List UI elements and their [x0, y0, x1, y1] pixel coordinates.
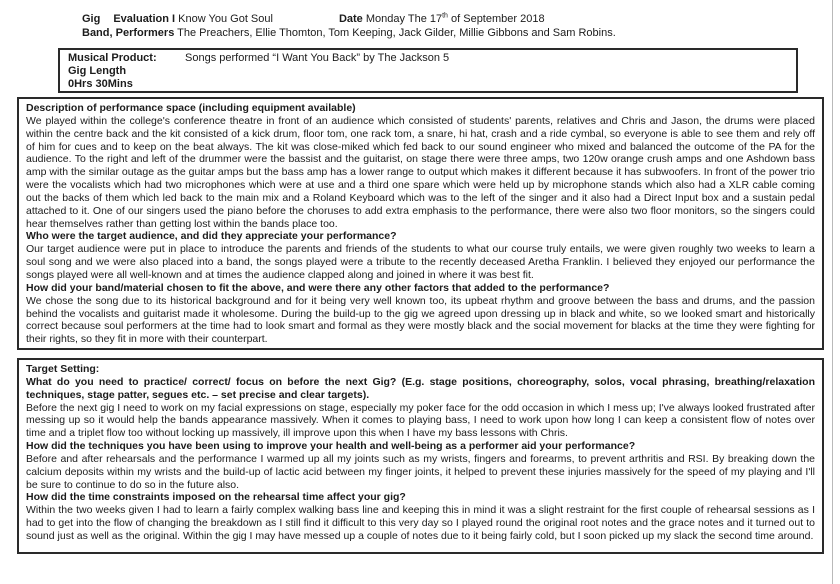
- header-line-2: [82, 27, 616, 41]
- target-setting-title: Target Setting:: [26, 363, 100, 375]
- date-label: Date: [338, 13, 363, 25]
- target-setting-box: [17, 358, 824, 554]
- header-line-1: [82, 13, 616, 27]
- gig-label: Gig: [82, 13, 101, 25]
- section-heading-performance-space: Description of performance space (including equipment available): [26, 102, 356, 114]
- date-ordinal-superscript: th: [442, 12, 448, 20]
- evaluation-label: Evaluation I: [113, 13, 176, 25]
- section-body-time-constraints: Within the two weeks given I had to learn a fairly complex walking bass line and keeping this in mind it was a slight restraint for the first couple of rehearsal sessions as I had to get into the flow of changing the breakdown as I still find it difficult to this very day so I played round the original root notes and the grace notes and it turned out to sound just as well as the original. Within the gig I may have messed up a couple of notes due to it being fairly cold, but I soon picked up my slack the second time around.: [26, 504, 815, 542]
- section-body-health-wellbeing: Before and after rehearsals and the performance I warmed up all my joints such as my wrists, fingers and forearms, to prevent arthritis and RSI. By breaking down the calcium deposits within my wrists and the build-up of lactic acid between my finger joints, it helped to prevent these injuries massively for the speed of my playing and I'll be sure to continue to do so in the future also.: [26, 452, 815, 491]
- section-heading-time-constraints: How did the time constraints imposed on the rehearsal time affect your gig?: [26, 491, 406, 504]
- musical-product-row: [68, 52, 788, 65]
- gig-length-value: 0Hrs 30Mins: [68, 78, 133, 90]
- musical-product-value: Songs performed “I Want You Back” by The Jackson 5: [185, 52, 450, 64]
- section-heading-health-wellbeing: How did the techniques you have been using to improve your health and well-being as a performer aid your performance?: [26, 440, 636, 453]
- section-heading-band-material: How did your band/material chosen to fit the above, and were there any other factors that added to the performance?: [26, 281, 610, 294]
- band-performers-value: The Preachers, Ellie Thomton, Tom Keeping, Jack Gilder, Millie Gibbons and Sam Robins.: [177, 26, 616, 39]
- description-box: [17, 97, 824, 350]
- section-heading-target-audience: Who were the target audience, and did they appreciate your performance?: [26, 230, 397, 243]
- section-body-performance-space: We played within the college's conference theatre in front of an audience which consisted of students' parents, relatives and Chris and Jason, the drums were placed within the centre back and the kit consisted of a kick drum, floor tom, one rack tom, a snare, hi hat, crash and a ride cymbal, so everyone is able to see them and rely off of him for cues and to keep on the beat always. The kit was close-miked which fed back to our sound engineer who mixed and balanced the outcome of the PA for the audience. To the right and left of the drummer were the bassist and the guitarist, on stage there were three amps, two 120w orange crush amps and one Ashdown bass amp with the similar outage as the guitar amps but the bass amp has a lower range to output which makes it different because it has subwoofers. In front of the power trio were the vocalists which had two microphones which were at use and a third one spare which were held up by microphone stands which also had a XLR cable coming out the backs of them which led back to the main mix and a Roland Keyboard which was to the left of the singer and it also had a Direct Input box and a sustain pedal attached to it. One of our singers used the piano before the choruses to add extra emphasis to the performance, there were also two floor monitors, so the singers could hear themselves rather than getting lost within the bands place too.: [26, 114, 815, 230]
- musical-product-box: [58, 48, 798, 93]
- song-title: Know You Got Soul: [178, 13, 273, 25]
- date-value: Monday The 17th of September 2018: [365, 12, 545, 25]
- document-header: [82, 13, 616, 40]
- section-body-target-audience: Our target audience were put in place to introduce the parents and friends of the students to what our course truly entails, we were given roughly two weeks to learn a soul song and we were also placed into a band, the songs played were a tribute to the recently deceased Aretha Franklin. I believed they enjoyed our performance the songs played were all well-known and at times the audience clapped along and joined in where it was best fit.: [26, 243, 815, 281]
- gig-length-label: Gig Length: [68, 65, 127, 77]
- band-performers-label: Band, Performers: [82, 26, 175, 39]
- scan-page-edge-line: [832, 0, 833, 584]
- musical-product-label: Musical Product:: [68, 52, 157, 64]
- section-body-band-material: We chose the song due to its historical background and for it being very well known too, its upbeat rhythm and groove between the bass and drums, and the passion behind the vocalists and guitarist made it wholesome. During the build-up to the gig we agreed upon dressing up in black and white, so we looked smart and historically correct because soul performers at the time had to look smart and formal as they were mostly black and the social movement for blacks at the time they were fighting for their rights, so they fit in more with their counterpart.: [26, 294, 815, 346]
- section-body-practice-focus: Before the next gig I need to work on my facial expressions on stage, especially my poker face for the odd occasion in which I mess up; I've always looked frustrated after messing up so it would help the bands appearance massively. When it comes to playing bass, I need to work upon how long I can keep a consistent flow of notes over time and a triplet flow too without locking up massively, ill improve upon this when I have my bass lessons with Chris.: [26, 401, 815, 440]
- section-heading-practice-focus: What do you need to practice/ correct/ focus on before the next Gig? (E.g. stage positions, choreography, solos, vocal phrasing, breathing/relaxation techniques, stage patter, segues etc. – set precise and clear targets).: [26, 375, 815, 401]
